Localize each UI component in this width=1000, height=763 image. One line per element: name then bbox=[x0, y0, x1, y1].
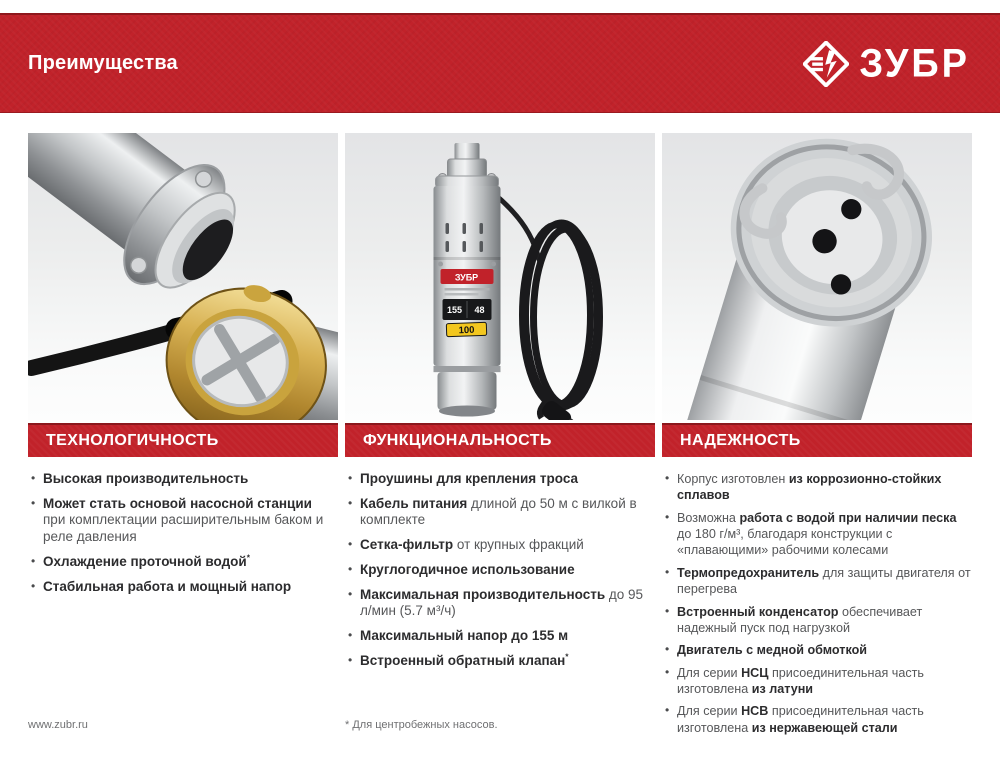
feature-item bbox=[348, 537, 655, 554]
pump-badge-value: 100 bbox=[458, 324, 475, 337]
technology-feature-list bbox=[28, 471, 338, 595]
photo-pump-with-cable bbox=[345, 133, 655, 420]
feature-item bbox=[665, 642, 972, 658]
feature-text: Охлаждение проточной водой* bbox=[43, 552, 250, 569]
bullet-icon: • bbox=[665, 642, 670, 657]
feature-item bbox=[348, 496, 655, 529]
bullet-icon: • bbox=[348, 471, 353, 485]
bullet-icon: • bbox=[348, 586, 353, 601]
column-functionality bbox=[345, 423, 655, 742]
feature-item bbox=[348, 628, 655, 645]
bullet-icon: • bbox=[31, 578, 36, 593]
column-functionality-title: ФУНКЦИОНАЛЬНОСТЬ bbox=[363, 432, 552, 449]
feature-item bbox=[665, 471, 972, 504]
pump-spec-right: 48 bbox=[474, 305, 485, 315]
feature-item bbox=[348, 653, 655, 670]
feature-item bbox=[31, 471, 338, 488]
feature-item bbox=[665, 703, 972, 736]
bullet-icon: • bbox=[348, 628, 353, 643]
bullet-icon: • bbox=[665, 564, 670, 579]
header-band bbox=[0, 13, 1000, 113]
bullet-icon: • bbox=[31, 553, 36, 568]
feature-text: Термопредохранитель для защиты двигателя от перегрева bbox=[677, 565, 971, 597]
feature-item bbox=[31, 554, 338, 571]
bullet-icon: • bbox=[665, 703, 670, 718]
column-reliability-title: НАДЕЖНОСТЬ bbox=[680, 432, 801, 449]
feature-text: Встроенный конденсатор обеспечивает надежный пуск под нагрузкой bbox=[677, 604, 923, 635]
bullet-icon: • bbox=[665, 509, 670, 524]
reliability-feature-list bbox=[662, 471, 972, 736]
brand-logo-text: ЗУБР bbox=[859, 41, 970, 86]
feature-text: Кабель питания длиной до 50 м с вилкой в комплекте bbox=[360, 495, 637, 528]
column-reliability-header-band bbox=[662, 423, 972, 457]
bullet-icon: • bbox=[348, 561, 353, 576]
feature-item bbox=[31, 579, 338, 596]
pump-outlet-illustration bbox=[28, 133, 338, 420]
feature-text: Возможна работа с водой при наличии песка до 180 г/м³, благодаря конструкции с «плавающими» рабочими колесами bbox=[677, 510, 957, 558]
feature-text: Двигатель с медной обмоткой bbox=[677, 643, 868, 658]
footnote: * Для центробежных насосов. bbox=[345, 719, 498, 731]
column-technology-title: ТЕХНОЛОГИЧНОСТЬ bbox=[46, 432, 219, 449]
bullet-icon: • bbox=[348, 495, 353, 510]
brand-diamond-icon bbox=[803, 41, 849, 87]
feature-item bbox=[348, 562, 655, 579]
feature-item bbox=[665, 565, 972, 598]
feature-text: Сетка-фильтр от крупных фракций bbox=[360, 537, 584, 553]
feature-columns bbox=[28, 423, 972, 742]
functionality-feature-list bbox=[345, 471, 655, 670]
bullet-icon: • bbox=[665, 603, 670, 618]
feature-text: Может стать основой насосной станции при комплектации расширительным баком и реле давления bbox=[43, 495, 324, 545]
photo-pump-top-with-eyelets bbox=[662, 133, 972, 420]
bullet-icon: • bbox=[31, 471, 36, 485]
feature-item bbox=[348, 471, 655, 488]
feature-item bbox=[348, 587, 655, 620]
feature-text: Корпус изготовлен из коррозионно-стойких сплавов bbox=[677, 472, 942, 503]
bullet-icon: • bbox=[348, 537, 353, 552]
bullet-icon: • bbox=[348, 652, 353, 667]
pump-label-brand: ЗУБР bbox=[454, 272, 479, 283]
feature-text: Максимальная производительность до 95 л/мин (5.7 м³/ч) bbox=[360, 586, 644, 619]
column-functionality-header-band bbox=[345, 423, 655, 457]
photo-pump-outlet-and-brass-coupling bbox=[28, 133, 338, 420]
feature-text: Для серии НСВ присоединительная часть изготовлена из нержавеющей стали bbox=[677, 704, 924, 735]
pump-with-cable-illustration bbox=[345, 133, 655, 420]
pump-top-illustration bbox=[662, 133, 972, 420]
feature-text: Максимальный напор до 155 м bbox=[360, 628, 569, 644]
feature-item bbox=[31, 496, 338, 546]
feature-item bbox=[665, 604, 972, 637]
bullet-icon: • bbox=[31, 495, 36, 510]
feature-text: Для серии НСЦ присоединительная часть изготовлена из латуни bbox=[677, 665, 924, 696]
feature-text: Встроенный обратный клапан* bbox=[360, 651, 569, 668]
bullet-icon: • bbox=[665, 664, 670, 679]
feature-text: Стабильная работа и мощный напор bbox=[43, 578, 292, 594]
feature-text: Круглогодичное использование bbox=[360, 561, 575, 577]
feature-text: Высокая производительность bbox=[43, 471, 249, 486]
column-reliability bbox=[662, 423, 972, 742]
feature-text: Проушины для крепления троса bbox=[360, 471, 579, 486]
feature-item bbox=[665, 510, 972, 559]
page-title: Преимущества bbox=[28, 52, 178, 74]
pump-spec-left: 155 bbox=[446, 305, 463, 315]
feature-item bbox=[665, 665, 972, 698]
website-link[interactable]: www.zubr.ru bbox=[28, 719, 88, 731]
column-technology bbox=[28, 423, 338, 742]
brand-logo bbox=[803, 41, 970, 87]
product-photos-row bbox=[28, 133, 972, 420]
bullet-icon: • bbox=[665, 471, 670, 485]
column-technology-header-band bbox=[28, 423, 338, 457]
